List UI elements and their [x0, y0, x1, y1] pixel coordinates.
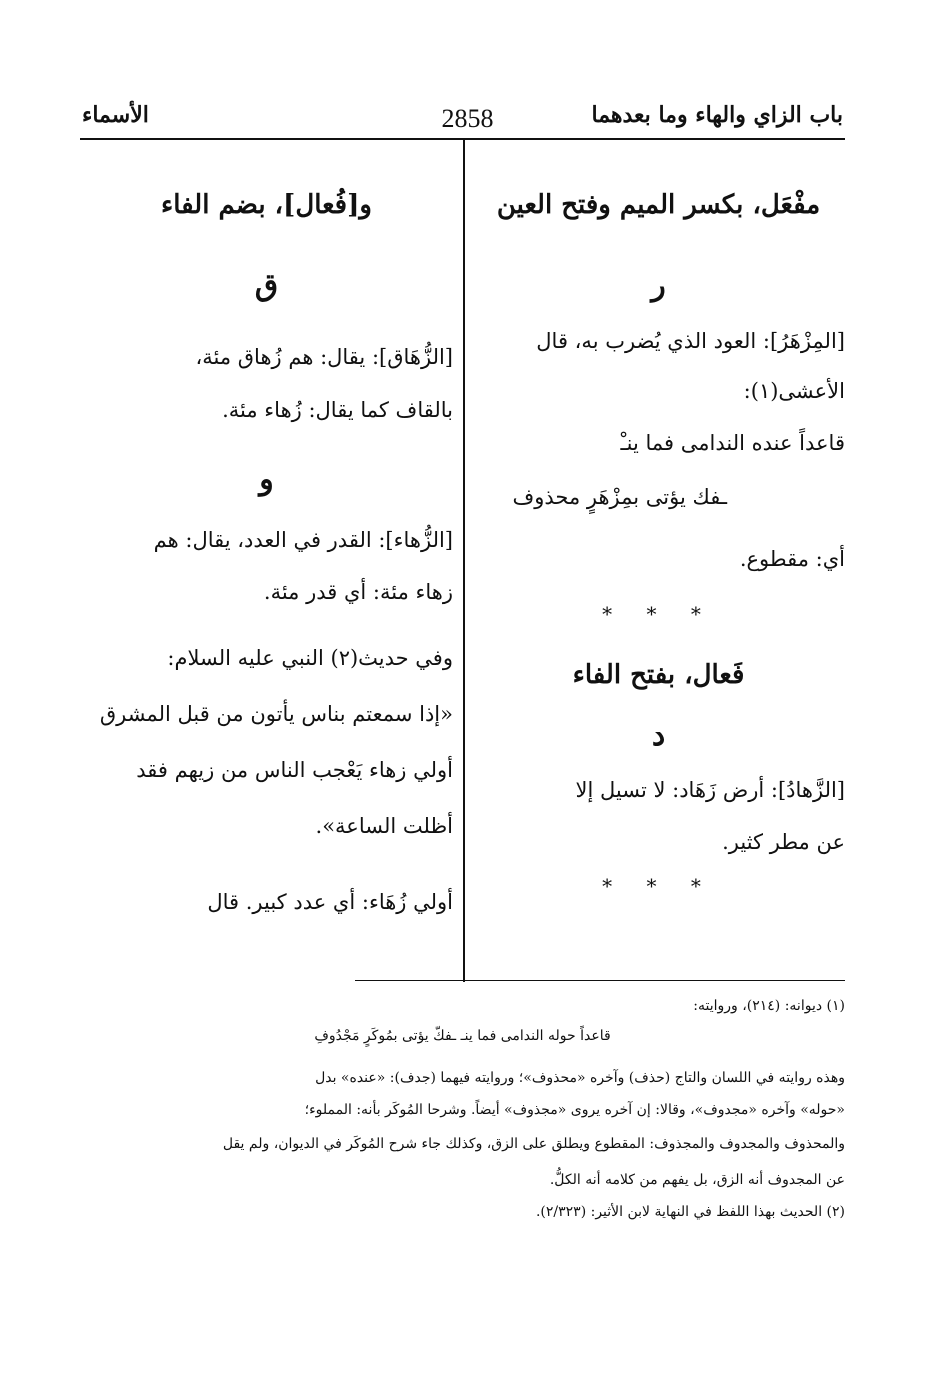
footnote-2: (٢) الحديث بهذا اللفظ في النهاية لابن الأثير: (٢/٣٢٣). [535, 1204, 845, 1220]
letter-heading: ق [254, 268, 279, 303]
section-heading: و[فُعال]، بضم الفاء [161, 190, 372, 220]
footnote-1-text: عن المجدوف أنه الزق، بل يفهم من كلامه أنه الكلُّ. [549, 1172, 845, 1188]
entry-text: [الزُّهاء]: القدر في العدد، يقال: هم [153, 528, 453, 552]
footnote-rule [355, 980, 845, 981]
entry-text: أولي زُهَاء: أي عدد كبير. قال [207, 890, 453, 914]
footnote-1-text: وهذه روايته في اللسان والتاج (حذف) وآخره «محذوف»؛ وروايته فيهما (جدف): «عنده» بدل [315, 1070, 845, 1086]
entry-text: [المِزْهَرُ]: العود الذي يُضرب به، قال [536, 329, 845, 353]
footnote-1-text: «حوله» وآخره «مجدوف»، وقالا: إن آخره يروى «مجذوف» أيضاً. وشرحا المُوكَر بأنه: المملوء؛ [304, 1102, 845, 1118]
separator-stars: * * * [602, 874, 715, 898]
entry-text: عن مطر كثير. [722, 830, 845, 854]
section-heading: فَعال، بفتح الفاء [572, 660, 745, 690]
letter-heading: ر [651, 268, 666, 303]
entry-text: زهاء مئة: أي قدر مئة. [263, 580, 453, 604]
letter-heading: د [651, 718, 666, 753]
footnote-1-text: والمحذوف والمجدوف والمجذوف: المقطوع ويطلق على الزق، وكذلك جاء شرح المُوكَر في الديوان، ولم يقل [222, 1136, 845, 1152]
separator-stars: * * * [602, 602, 715, 626]
footnote-1: (١) ديوانه: (٢١٤)، وروايته: [693, 998, 845, 1014]
section-heading: مفْعَل، بكسر الميم وفتح العين [496, 190, 821, 220]
entry-text: [الزَّهادُ]: أرض زَهَاد: لا تسيل إلا [575, 778, 845, 802]
entry-text: [الزُّهَاق]: يقال: هم زُهاق مئة، [195, 345, 453, 369]
verse-line: ـفك يؤتى بمِزْهَرٍ محذوف [512, 485, 727, 509]
hadith-text: «إذا سمعتم بناس يأتون من قبل المشرق [99, 702, 453, 726]
entry-text: بالقاف كما يقال: زُهاء مئة. [222, 398, 453, 422]
letter-heading: و [259, 462, 274, 497]
hadith-text: وفي حديث(٢) النبي عليه السلام: [167, 646, 453, 670]
page-number: 2858 [441, 104, 494, 133]
right-column [472, 170, 845, 898]
hadith-text: أظلت الساعة». [315, 814, 453, 838]
chapter-title: باب الزاي والهاء وما بعدهما [591, 102, 843, 128]
entry-text: الأعشى(١): [743, 379, 845, 403]
section-title: الأسماء [82, 102, 149, 128]
footnote-verse: قاعداً حوله الندامى فما ينـ ـفكّ يؤتى بمُوكَرٍ مَجْدُوفِ [314, 1028, 611, 1044]
left-column [80, 170, 453, 928]
column-divider [463, 140, 465, 982]
hadith-text: أولي زهاء يَعْجب الناس من زيهم فقد [136, 758, 453, 782]
verse-line: قاعداً عنده الندامى فما ينـْ [620, 431, 845, 455]
entry-gloss: أي: مقطوع. [739, 547, 845, 571]
